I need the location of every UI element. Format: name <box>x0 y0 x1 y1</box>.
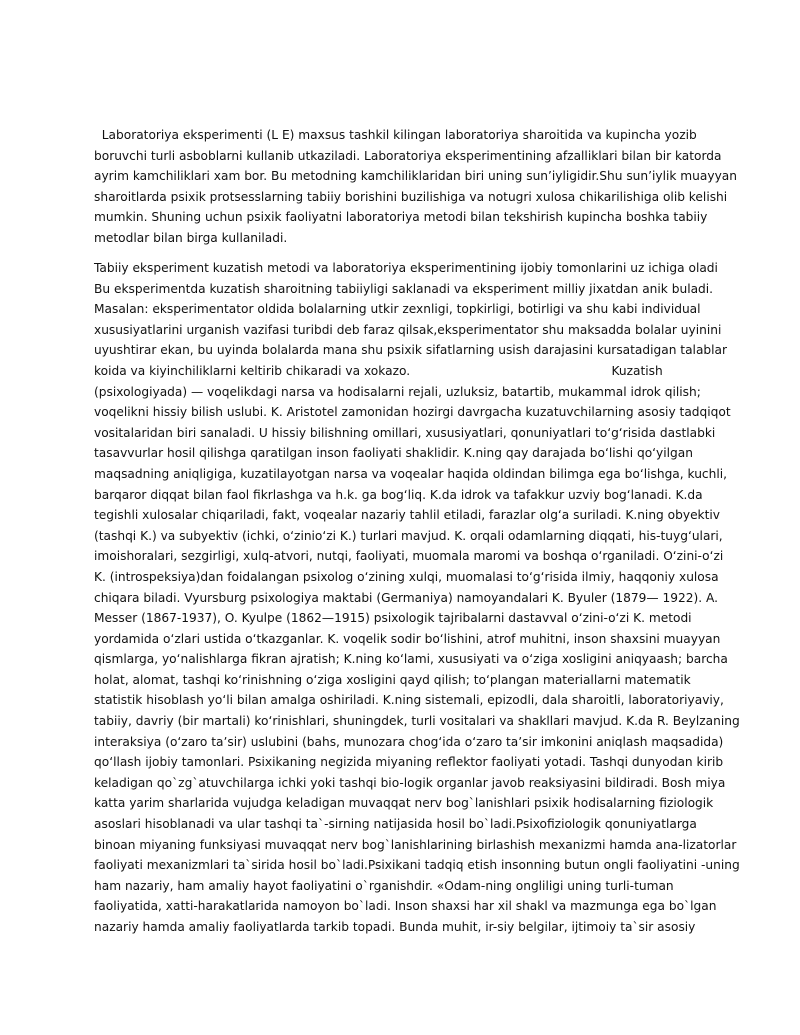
text-line: sharoitlarda psixik protsesslarning tabiiy borishini buzilishiga va notugri xulosa chikarilishiga olib kelishi <box>94 189 728 204</box>
text-line: faoliyatida, xatti-harakatlarida namoyon bo`ladi. Inson shaxsi har xil shakl va mazmunga ega bo`lgan <box>94 899 717 914</box>
text-line: faoliyati mexanizmlari ta`sirida hosil bo`ladi.Psixikani tadqiq etish insonning butun ongli faoliyatini -uning <box>94 858 740 873</box>
paragraph-natural-experiment-observation <box>94 258 740 938</box>
text-line: maqsadning aniqligiga, kuzatilayotgan narsa va voqealar haqida oldindan bilimga ega boʻlishga, kuchli, <box>94 466 727 481</box>
text-line: nazariy hamda amaliy faoliyatlarda tarkib topadi. Bunda muhit, ir-siy belgilar, ijtimoiy ta`sir asosiy <box>94 920 696 934</box>
paragraph-laboratory-experiment <box>94 125 737 249</box>
text-line: barqaror diqqat bilan faol fikrlashga va h.k. ga bogʻliq. K.da idrok va tafakkur uzviy bogʻlanadi. K.da <box>94 487 703 502</box>
text-line: qismlarga, yoʻnalishlarga fikran ajratish; K.ning koʻlami, xususiyati va oʻziga xosligini aniqyaash; barcha <box>94 652 728 667</box>
text-line: Messer (1867-1937), O. Kyulpe (1862—1915) psixologik tajribalarni dastavval oʻzini-oʻzi K. metodi <box>94 611 692 626</box>
text-line: ham nazariy, ham amaliy hayot faoliyatini o`rganishdir. «Odam-ning ongliligi uning turli-tuman <box>94 878 674 893</box>
text-line: K. (introspeksiya)dan foidalangan psixolog oʻzining xulqi, muomalasi toʻgʻrisida ilmiy, haqqoniy xulosa <box>94 569 719 584</box>
text-line: binoan miyaning funksiyasi muvaqqat nerv bog`lanishlarining birlashish mexanizmi hamda ana-lizatorlar <box>94 837 737 852</box>
text-line: qoʻllash ijobiy tamonlari. Psixikaning negizida miyaning reflektor faoliyati yotadi. Tashqi dunyodan kirib <box>94 755 724 770</box>
text-line: Tabiiy eksperiment kuzatish metodi va laboratoriya eksperimentining ijobiy tomonlarini uz ichiga oladi <box>94 261 718 275</box>
text-line: yordamida oʻzlari ustida oʻtkazganlar. K. voqelik sodir boʻlishini, atrof muhitni, inson shaxsini muayyan <box>94 631 721 646</box>
text-line: (psixologiyada) — voqelikdagi narsa va hodisalarni rejali, uzluksiz, batartib, mukammal idrok qilish; <box>94 384 701 399</box>
text-line: holat, alomat, tashqi koʻrinishning oʻziga xosligini qayd qilish; toʻplangan materiallarni matematik <box>94 672 691 687</box>
text-line: boruvchi turli asboblarni kullanib utkaziladi. Laboratoriya eksperimentining afzalliklari bilan bir katorda <box>94 148 722 163</box>
text-line: keladigan qo`zg`atuvchilarga ichki yoki tashqi bio-logik organlar javob reaksiyasini bildiradi. Bosh miya <box>94 775 726 790</box>
text-line: mumkin. Shuning uchun psixik faoliyatni laboratoriya metodi bilan tekshirish kupincha boshka tabiiy <box>94 210 708 225</box>
text-line: vositalaridan biri sanaladi. U hissiy bilishning omillari, xususiyatlari, qonuniyatlari toʻgʻrisida dastlabki <box>94 425 716 440</box>
text-line: uyushtirar ekan, bu uyinda bolalarda mana shu psixik sifatlarning usish darajasini kursatadigan talablar <box>94 343 728 358</box>
text-line: interaksiya (oʻzaro taʼsir) uslubini (bahs, munozara chogʻida oʻzaro taʼsir imkonini aniqlash maqsadida) <box>94 734 724 749</box>
text-line: imoishoralari, sezgirligi, xulq-atvori, nutqi, faoliyati, muomala maromi va boshqa oʻrganiladi. Oʻzini-oʻzi <box>94 549 724 564</box>
text-line: voqelikni hissiy bilish uslubi. K. Aristotel zamonidan hozirgi davrgacha kuzatuvchilarning asosiy tadqiqot <box>94 405 731 420</box>
text-line: asoslari hisoblanadi va ular tashqi ta`-sirning natijasida hosil bo`ladi.Psixofiziologik qonuniyatlarga <box>94 817 697 832</box>
text-line: katta yarim sharlarida vujudga keladigan muvaqqat nerv bog`lanishlari psixik hodisalarning fiziologik <box>94 796 714 811</box>
text-line: koida va kiyinchiliklarni keltirib chikaradi va xokazo. Kuzatish <box>94 363 663 378</box>
text-line: xususiyatlarini urganish vazifasi turibdi deb faraz qilsak,eksperimentator shu maksadda bolalar uyinini <box>94 322 722 337</box>
text-line: ayrim kamchiliklari xam bor. Bu metodning kamchiliklaridan biri uning sun’iyligidir.Shu sun’iylik muayyan <box>94 169 737 184</box>
text-line: tasavvurlar hosil qilishga qaratilgan inson faoliyati shaklidir. K.ning qay darajada boʻlishi qoʻyilgan <box>94 446 693 461</box>
text-line: chiqara biladi. Vyursburg psixologiya maktabi (Germaniya) namoyandalari K. Byuler (1879— 1922). A. <box>94 590 718 605</box>
text-line: tabiiy, davriy (bir martali) koʻrinishlari, shuningdek, turli vositalari va shakllari mavjud. K.da R. Beylzaning <box>94 714 740 729</box>
text-line: (tashqi K.) va subyektiv (ichki, oʻzinioʻzi K.) turlari mavjud. K. orqali odamlarning diqqati, his-tuygʻulari, <box>94 528 723 543</box>
text-line: Masalan: eksperimentator oldida bolalarning utkir zexnligi, topkirligi, botirligi va shu kabi individual <box>94 302 701 317</box>
text-line: metodlar bilan birga kullaniladi. <box>94 230 288 245</box>
text-line: Laboratoriya eksperimenti (L E) maxsus tashkil kilingan laboratoriya sharoitida va kupincha yozib <box>94 128 697 142</box>
text-line: Bu eksperimentda kuzatish sharoitning tabiiyligi saklanadi va eksperiment milliy jixatdan anik buladi. <box>94 281 714 296</box>
text-line: statistik hisoblash yoʻli bilan amalga oshiriladi. K.ning sistemali, epizodli, dala sharoitli, laboratoriyaviy, <box>94 693 724 708</box>
text-line: tegishli xulosalar chiqariladi, fakt, voqealar nazariy tahlil etiladi, farazlar olgʻa suriladi. K.ning obyektiv <box>94 508 720 523</box>
